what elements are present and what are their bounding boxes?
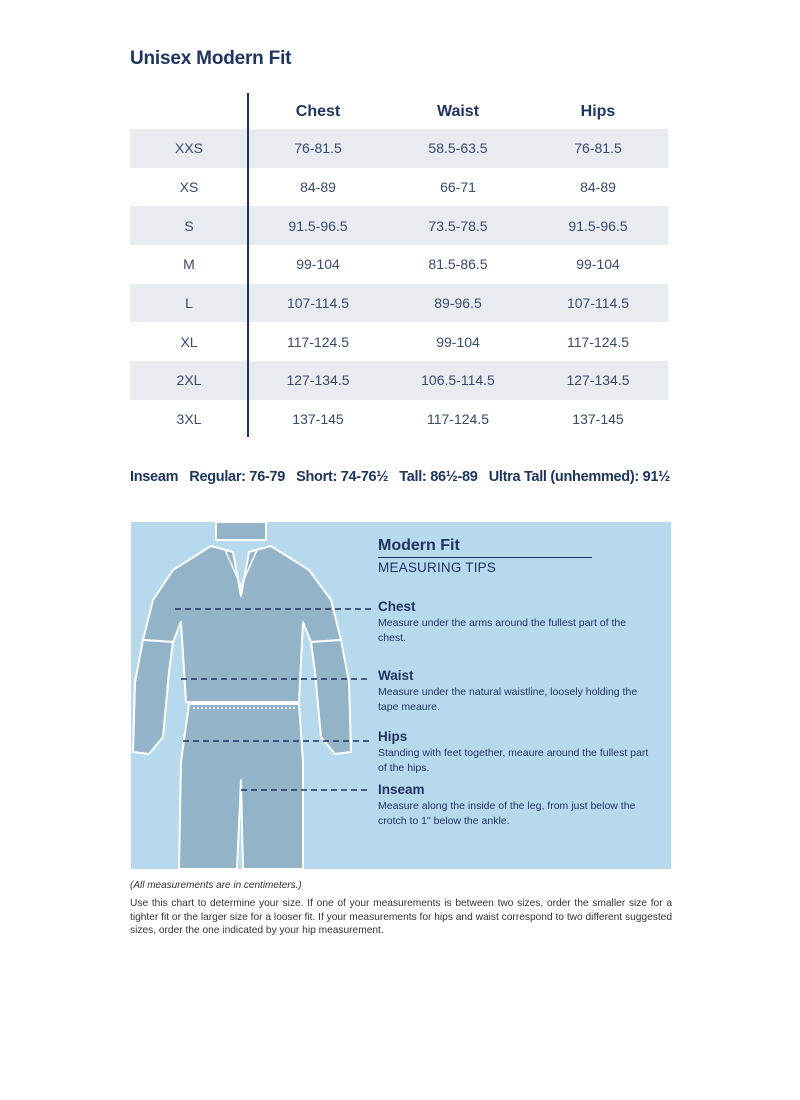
waist-value: 106.5-114.5 — [421, 372, 495, 389]
waist-value: 81.5-86.5 — [428, 256, 488, 273]
size-label: XL — [180, 333, 198, 350]
size-label: XS — [179, 179, 199, 196]
inseam-ultra-tall: Ultra Tall (unhemmed): 91½ — [488, 469, 670, 485]
hips-value: 117-124.5 — [566, 333, 629, 350]
size-label: 2XL — [176, 372, 202, 389]
inseam-summary — [130, 469, 670, 485]
waist-value: 73.5-78.5 — [428, 217, 488, 234]
tip-title: Chest — [378, 599, 416, 614]
table-row — [130, 400, 668, 439]
hips-value: 99-104 — [576, 256, 620, 273]
table-divider — [247, 93, 249, 437]
waist-value: 89-96.5 — [434, 295, 482, 312]
size-label: XXS — [174, 140, 203, 157]
right-arm-shape — [311, 640, 351, 754]
tip-title: Hips — [378, 729, 408, 744]
header-hips: Hips — [580, 103, 616, 120]
tip-inseam — [378, 782, 653, 829]
table-row — [130, 129, 668, 168]
tip-description: Measure along the inside of the leg, from just below the crotch to 1" below the ankle. — [378, 800, 636, 827]
hips-value: 137-145 — [572, 411, 624, 428]
inseam-label: Inseam — [130, 469, 179, 485]
header-size — [130, 121, 248, 129]
table-row — [130, 322, 668, 361]
left-arm-shape — [133, 640, 173, 754]
tip-description: Standing with feet together, meaure around the fullest part of the hips. — [378, 747, 649, 774]
hips-value: 127-134.5 — [566, 372, 630, 389]
tip-description: Measure under the natural waistline, loosely holding the tape meaure. — [378, 686, 638, 713]
waist-value: 117-124.5 — [426, 411, 489, 428]
size-label: L — [185, 295, 193, 312]
table-row — [130, 284, 668, 323]
tips-title-rule — [378, 557, 592, 558]
table-row — [130, 168, 668, 207]
size-table — [130, 92, 668, 439]
size-label: M — [183, 256, 195, 273]
sizing-instructions: Use this chart to determine your size. If one of your measurements is between two sizes, order the smaller size for a tighter fit or the larger size for a looser fit. If your measurements for hips and waist correspond to two different suggested sizes, order the one indicated by your hip measurement. — [130, 898, 672, 936]
table-row — [130, 245, 668, 284]
table-header-row — [130, 92, 668, 129]
hips-value: 91.5-96.5 — [568, 217, 628, 234]
header-chest: Chest — [295, 103, 341, 120]
units-footnote: (All measurements are in centimeters.) — [130, 880, 302, 891]
chest-value: 76-81.5 — [294, 140, 342, 157]
tip-hips — [378, 729, 653, 776]
inseam-tall: Tall: 86½-89 — [399, 469, 478, 485]
hips-value: 84-89 — [580, 179, 616, 196]
tip-chest — [378, 599, 653, 646]
chest-value: 99-104 — [296, 256, 340, 273]
chest-value: 127-134.5 — [286, 372, 350, 389]
hips-value: 107-114.5 — [566, 295, 629, 312]
chest-value: 117-124.5 — [286, 333, 349, 350]
tip-description: Measure under the arms around the fullest part of the chest. — [378, 617, 627, 644]
table-row — [130, 361, 668, 400]
chest-value: 107-114.5 — [286, 295, 349, 312]
chest-value: 84-89 — [300, 179, 336, 196]
chest-value: 137-145 — [292, 411, 344, 428]
inseam-short: Short: 74-76½ — [296, 469, 389, 485]
neck-shape — [216, 522, 266, 540]
size-label: 3XL — [176, 411, 202, 428]
table-row — [130, 206, 668, 245]
waist-value: 58.5-63.5 — [428, 140, 488, 157]
chest-value: 91.5-96.5 — [288, 217, 348, 234]
tip-title: Inseam — [378, 782, 425, 797]
page-title: Unisex Modern Fit — [130, 48, 292, 69]
hips-value: 76-81.5 — [574, 140, 622, 157]
tip-title: Waist — [378, 668, 414, 683]
tips-title: Modern Fit — [378, 537, 460, 554]
tips-subtitle: MEASURING TIPS — [378, 560, 497, 575]
header-waist: Waist — [436, 103, 480, 120]
waist-value: 99-104 — [436, 333, 480, 350]
pants-shape — [179, 704, 303, 869]
inseam-regular: Regular: 76-79 — [189, 469, 286, 485]
size-label: S — [184, 217, 194, 234]
tip-waist — [378, 668, 653, 715]
measuring-tips-panel — [131, 522, 671, 869]
waist-value: 66-71 — [440, 179, 476, 196]
